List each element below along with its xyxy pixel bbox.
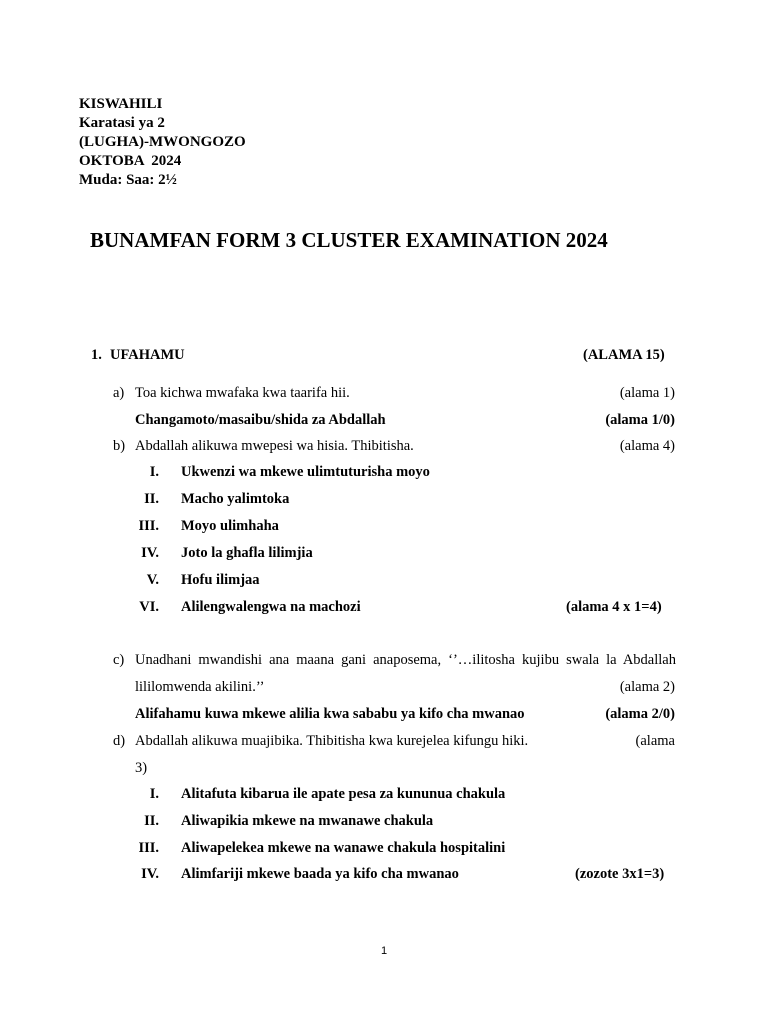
question-c-answer-marks: (alama 2/0) [605,706,675,722]
question-c-text-line1: Unadhani mwandishi ana maana gani anaposema, ‘’…ilitosha kujibu swala la Abdallah [135,652,676,668]
list-item: Hofu ilimjaa [181,572,260,588]
paper-label: Karatasi ya 2 [79,115,165,131]
list-item-number: II. [144,491,159,507]
question-b-text: Abdallah alikuwa mwepesi wa hisia. Thibitisha. [135,438,414,454]
list-item: Alitafuta kibarua ile apate pesa za kununua chakula [181,786,506,802]
question-d-letter: d) [113,733,126,749]
list-item-number: IV. [141,545,159,561]
question-a-letter: a) [113,385,125,401]
question-c-marks: (alama 2) [619,679,675,695]
question-c-answer: Alifahamu kuwa mkewe alilia kwa sababu ya kifo cha mwanao [135,706,525,722]
question-a-text: Toa kichwa mwafaka kwa taarifa hii. [135,385,350,401]
question-c-letter: c) [113,652,125,668]
question-c-text-line2: lililomwenda akilini.’’ [135,679,265,695]
list-item-number: III. [138,518,159,534]
list-item: Aliwapelekea mkewe na wanawe chakula hospitalini [181,840,506,856]
question-d-text: Abdallah alikuwa muajibika. Thibitisha kwa kurejelea kifungu hiki. [135,733,529,749]
list-item: Joto la ghafla lilimjia [181,545,313,561]
section-marks: (ALAMA 15) [583,347,665,363]
list-item-number: VI. [139,599,159,615]
question-a-marks: (alama 1) [619,385,675,401]
question-d-answer-marks: (zozote 3x1=3) [575,866,665,882]
list-item-number: III. [138,840,159,856]
question-d-marks-part2: 3) [135,760,148,776]
list-item-number: I. [149,464,159,480]
list-item: Alimfariji mkewe baada ya kifo cha mwanao [181,866,459,882]
list-item: Moyo ulimhaha [181,518,279,534]
list-item-number: II. [144,813,159,829]
list-item: Alilengwalengwa na machozi [181,599,361,615]
question-a-answer: Changamoto/masaibu/shida za Abdallah [135,412,386,428]
list-item: Aliwapikia mkewe na mwanawe chakula [181,813,434,829]
section-number: 1. [91,347,102,363]
exam-title: BUNAMFAN FORM 3 CLUSTER EXAMINATION 2024 [90,228,608,252]
list-item-number: V. [146,572,159,588]
subject-label: KISWAHILI [79,96,163,112]
paper-type-label: (LUGHA)-MWONGOZO [79,134,246,150]
section-name: UFAHAMU [110,347,185,363]
exam-date-label: OKTOBA 2024 [79,153,182,169]
list-item-number: I. [149,786,159,802]
question-b-marks: (alama 4) [619,438,675,454]
page-number: 1 [380,945,388,957]
list-item-number: IV. [141,866,159,882]
duration-label: Muda: Saa: 2½ [79,172,177,188]
list-item: Ukwenzi wa mkewe ulimtuturisha moyo [181,464,430,480]
question-b-answer-marks: (alama 4 x 1=4) [566,599,662,615]
list-item: Macho yalimtoka [181,491,290,507]
question-a-answer-marks: (alama 1/0) [605,412,675,428]
question-d-marks-part1: (alama [635,733,675,749]
question-b-letter: b) [113,438,126,454]
